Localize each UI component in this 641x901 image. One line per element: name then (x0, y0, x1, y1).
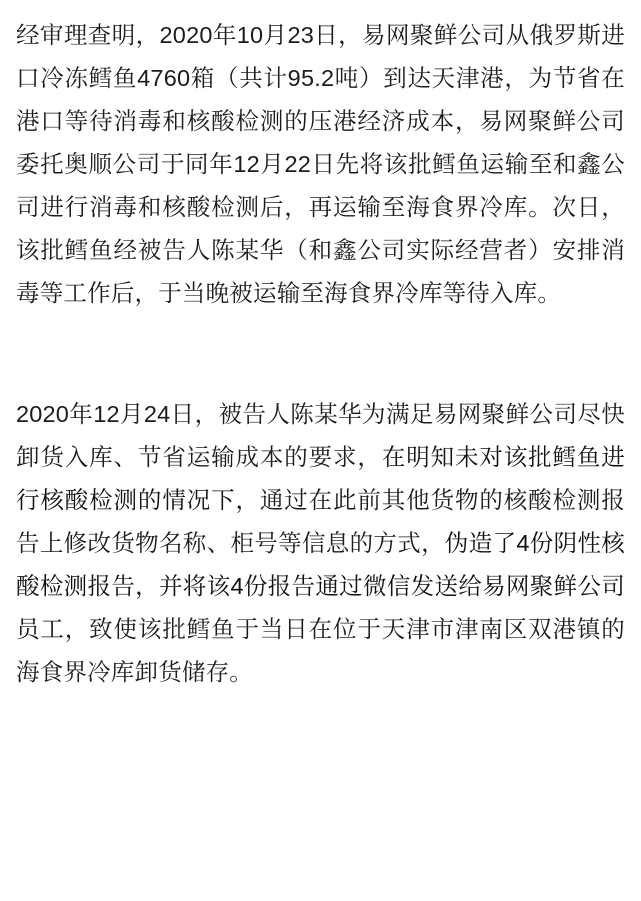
body-text-segment: 2020年12月24日，被告人陈某华为满足易网聚鲜公司尽快卸货入库、节省运输成本的要求， (16, 401, 625, 470)
body-text-segment: 经审理查明，2020年10月23日，易网聚鲜公司从俄罗斯进口冷冻鳕鱼4760箱（共计95.2吨）到达天津港，为节省在港口等待消毒和核酸检测的压港经济成本，易网聚鲜公司委托奥顺公司于同年12月22日先将该批鳕鱼运输至和鑫公司进行消毒和核酸检测后，再运输至海食界冷库。次日，该批鳕鱼经被告人陈某华（和鑫公司实际经营者）安排消毒等工作后，于当晚被运输至海食界冷库等待入库。 (16, 22, 625, 306)
emphasis-text-segment: 在明知未对该批鳕鱼进行核酸检测的情况下 (16, 444, 625, 513)
body-text-segment: ，通过在此前其他货物的核酸检测报告上修改货物名称、柜号等信息的方式， (16, 487, 625, 556)
paragraph-2 (16, 393, 625, 694)
paragraph-1 (16, 14, 625, 315)
emphasis-text-segment: 伪造了4份阴性核酸检测报告，并将该4份报告通过微信发送给易网聚鲜公司员工 (16, 530, 625, 642)
body-text-segment: ，致使该批鳕鱼于当日在位于天津市津南区双港镇的海食界冷库卸货储存。 (16, 616, 625, 685)
document-body (16, 14, 625, 694)
